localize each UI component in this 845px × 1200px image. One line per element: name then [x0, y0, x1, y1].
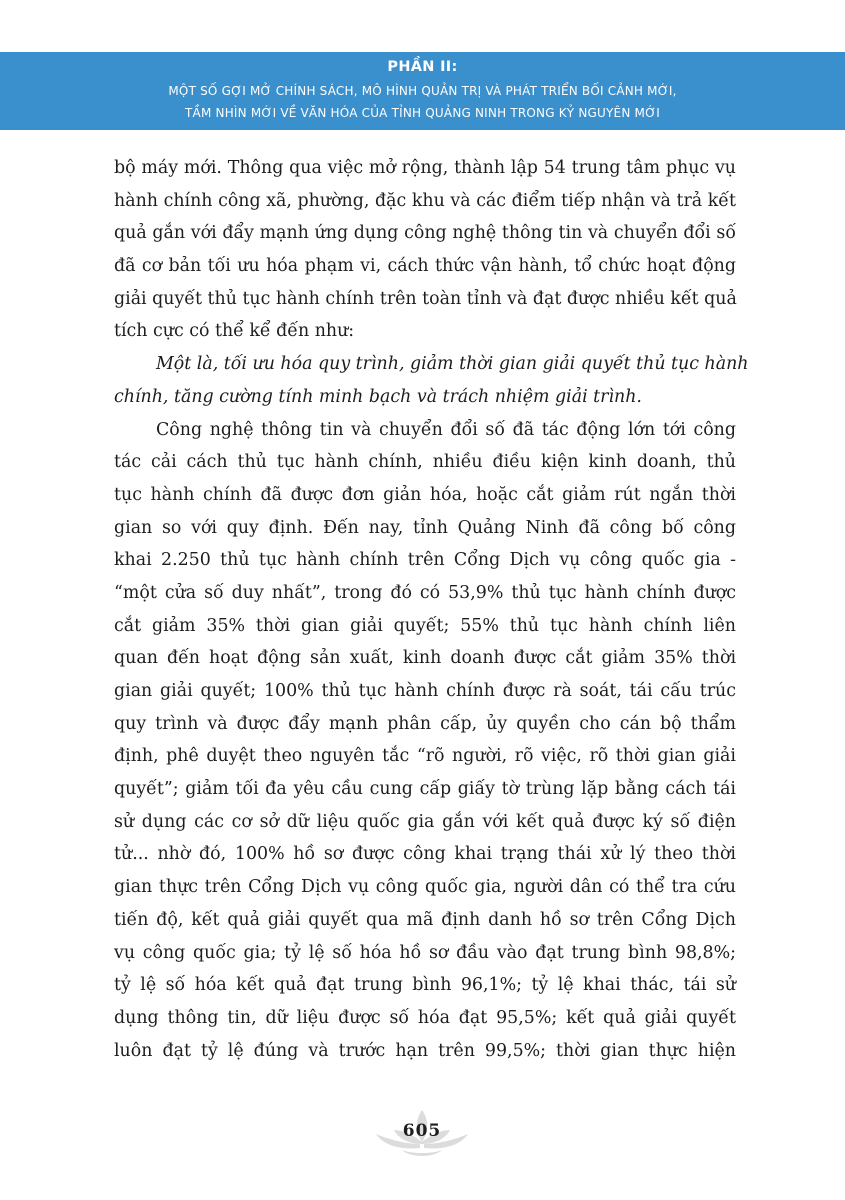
section-title: PHẦN II:: [387, 59, 458, 75]
text-line: dụng thông tin, dữ liệu được số hóa đạt 95,5%; kết quả giải quyết: [114, 1007, 736, 1028]
text-line: quyết”; giảm tối đa yêu cầu cung cấp giấy tờ trùng lặp bằng cách tái: [114, 779, 736, 800]
text-line: định, phê duyệt theo nguyên tắc “rõ người, rõ việc, rõ thời gian giải: [114, 746, 736, 767]
text-line: vụ công quốc gia; tỷ lệ số hóa hồ sơ đầu vào đạt trung bình 98,8%;: [114, 942, 736, 963]
text-line: bộ máy mới. Thông qua việc mở rộng, thành lập 54 trung tâm phục vụ: [114, 158, 736, 178]
text-line: tác cải cách thủ tục hành chính, nhiều điều kiện kinh doanh, thủ: [114, 452, 736, 473]
text-line: tử... nhờ đó, 100% hồ sơ được công khai trạng thái xử lý theo thời: [114, 844, 736, 865]
text-line: luôn đạt tỷ lệ đúng và trước hạn trên 99,5%; thời gian thực hiện: [114, 1040, 736, 1061]
text-line: gian thực trên Cổng Dịch vụ công quốc gia, người dân có thể tra cứu: [114, 877, 736, 898]
text-line: giải quyết thủ tục hành chính trên toàn tỉnh và đạt được nhiều kết quả: [114, 288, 737, 309]
text-line: cắt giảm 35% thời gian giải quyết; 55% thủ tục hành chính liên: [114, 615, 736, 636]
italic-heading-line: chính, tăng cường tính minh bạch và trách nhiệm giải trình.: [114, 386, 642, 407]
text-line: “một cửa số duy nhất”, trong đó có 53,9% thủ tục hành chính được: [114, 582, 736, 603]
section-header-band: [0, 52, 845, 130]
text-line: tục hành chính đã được đơn giản hóa, hoặc cắt giảm rút ngắn thời: [114, 484, 736, 505]
text-line: quy trình và được đẩy mạnh phân cấp, ủy quyền cho cán bộ thẩm: [114, 713, 736, 734]
body-text: [114, 152, 749, 1067]
section-subtitle-line-2: TẦM NHÌN MỚI VỀ VĂN HÓA CỦA TỈNH QUẢNG NINH TRONG KỶ NGUYÊN MỚI: [185, 106, 660, 120]
italic-heading-line: Một là, tối ưu hóa quy trình, giảm thời gian giải quyết thủ tục hành: [156, 354, 749, 375]
text-line: tỷ lệ số hóa kết quả đạt trung bình 96,1%; tỷ lệ khai thác, tái sử: [114, 975, 736, 996]
text-line: hành chính công xã, phường, đặc khu và các điểm tiếp nhận và trả kết: [114, 190, 736, 211]
page-number: 605: [402, 1121, 442, 1141]
text-line: Công nghệ thông tin và chuyển đổi số đã tác động lớn tới công: [156, 419, 736, 440]
text-line: tiến độ, kết quả giải quyết qua mã định danh hồ sơ trên Cổng Dịch: [114, 909, 736, 930]
section-subtitle-line-1: MỘT SỐ GỢI MỞ CHÍNH SÁCH, MÔ HÌNH QUẢN TRỊ VÀ PHÁT TRIỂN BỐI CẢNH MỚI,: [168, 84, 677, 98]
text-line: gian so với quy định. Đến nay, tỉnh Quảng Ninh đã công bố công: [114, 517, 736, 538]
text-line: tích cực có thể kể đến như:: [114, 321, 355, 342]
text-line: quả gắn với đẩy mạnh ứng dụng công nghệ thông tin và chuyển đổi số: [114, 223, 736, 244]
text-line: gian giải quyết; 100% thủ tục hành chính được rà soát, tái cấu trúc: [114, 681, 736, 701]
text-line: đã cơ bản tối ưu hóa phạm vi, cách thức vận hành, tổ chức hoạt động: [114, 256, 736, 277]
text-line: khai 2.250 thủ tục hành chính trên Cổng Dịch vụ công quốc gia -: [114, 550, 736, 571]
text-line: quan đến hoạt động sản xuất, kinh doanh được cắt giảm 35% thời: [114, 648, 736, 669]
text-line: sử dụng các cơ sở dữ liệu quốc gia gắn với kết quả được ký số điện: [114, 811, 736, 832]
